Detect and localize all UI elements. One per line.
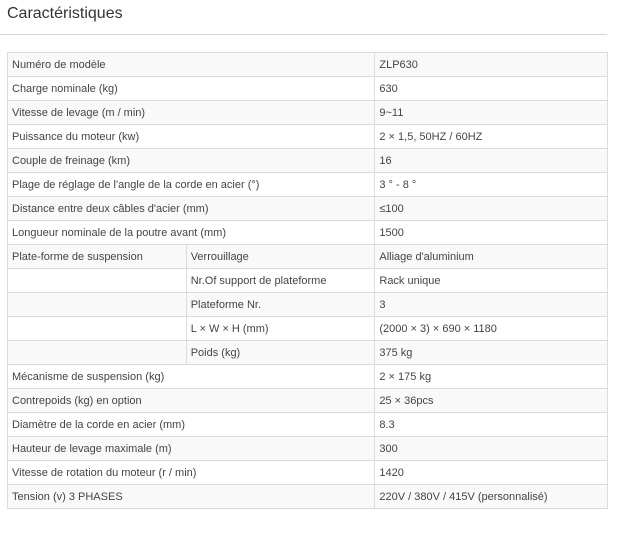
spec-sublabel: Nr.Of support de plateforme xyxy=(186,269,375,293)
table-row xyxy=(8,197,608,221)
spec-label: Longueur nominale de la poutre avant (mm) xyxy=(8,221,375,245)
spec-value: 2 × 175 kg xyxy=(375,365,608,389)
table-row xyxy=(8,293,608,317)
spec-label: Charge nominale (kg) xyxy=(8,77,375,101)
empty-cell xyxy=(8,293,187,317)
empty-cell xyxy=(8,269,187,293)
spec-label: Vitesse de rotation du moteur (r / min) xyxy=(8,461,375,485)
spec-value: 375 kg xyxy=(375,341,608,365)
spec-group-label: Plate-forme de suspension xyxy=(8,245,187,269)
spec-label: Contrepoids (kg) en option xyxy=(8,389,375,413)
spec-value: ZLP630 xyxy=(375,53,608,77)
spec-label: Plage de réglage de l'angle de la corde en acier (°) xyxy=(8,173,375,197)
spec-label: Hauteur de levage maximale (m) xyxy=(8,437,375,461)
spec-value: 25 × 36pcs xyxy=(375,389,608,413)
specs-table xyxy=(7,52,608,509)
table-row xyxy=(8,125,608,149)
table-row xyxy=(8,101,608,125)
table-row xyxy=(8,365,608,389)
table-row xyxy=(8,413,608,437)
spec-sublabel: L × W × H (mm) xyxy=(186,317,375,341)
table-row xyxy=(8,77,608,101)
spec-label: Vitesse de levage (m / min) xyxy=(8,101,375,125)
spec-value: 3 ° - 8 ° xyxy=(375,173,608,197)
spec-sublabel: Poids (kg) xyxy=(186,341,375,365)
table-row xyxy=(8,461,608,485)
spec-sublabel: Verrouillage xyxy=(186,245,375,269)
table-row xyxy=(8,221,608,245)
table-row xyxy=(8,341,608,365)
table-row xyxy=(8,389,608,413)
spec-label: Numéro de modèle xyxy=(8,53,375,77)
spec-label: Mécanisme de suspension (kg) xyxy=(8,365,375,389)
table-row xyxy=(8,269,608,293)
spec-value: ≤100 xyxy=(375,197,608,221)
spec-value: 1500 xyxy=(375,221,608,245)
spec-value: 1420 xyxy=(375,461,608,485)
empty-cell xyxy=(8,341,187,365)
spec-value: 8.3 xyxy=(375,413,608,437)
empty-cell xyxy=(8,317,187,341)
table-row xyxy=(8,485,608,509)
spec-label: Puissance du moteur (kw) xyxy=(8,125,375,149)
spec-label: Distance entre deux câbles d'acier (mm) xyxy=(8,197,375,221)
divider xyxy=(0,34,607,35)
spec-label: Tension (v) 3 PHASES xyxy=(8,485,375,509)
table-row xyxy=(8,149,608,173)
spec-sublabel: Plateforme Nr. xyxy=(186,293,375,317)
table-row xyxy=(8,245,608,269)
spec-value: 630 xyxy=(375,77,608,101)
table-row xyxy=(8,173,608,197)
table-row xyxy=(8,437,608,461)
spec-value: 9~11 xyxy=(375,101,608,125)
spec-value: 300 xyxy=(375,437,608,461)
table-row xyxy=(8,317,608,341)
spec-value: Alliage d'aluminium xyxy=(375,245,608,269)
spec-value: 220V / 380V / 415V (personnalisé) xyxy=(375,485,608,509)
spec-label: Couple de freinage (km) xyxy=(8,149,375,173)
spec-value: (2000 × 3) × 690 × 1180 xyxy=(375,317,608,341)
section-title: Caractéristiques xyxy=(7,5,123,22)
spec-label: Diamètre de la corde en acier (mm) xyxy=(8,413,375,437)
table-row xyxy=(8,53,608,77)
spec-value: 2 × 1,5, 50HZ / 60HZ xyxy=(375,125,608,149)
spec-value: Rack unique xyxy=(375,269,608,293)
spec-value: 16 xyxy=(375,149,608,173)
spec-value: 3 xyxy=(375,293,608,317)
